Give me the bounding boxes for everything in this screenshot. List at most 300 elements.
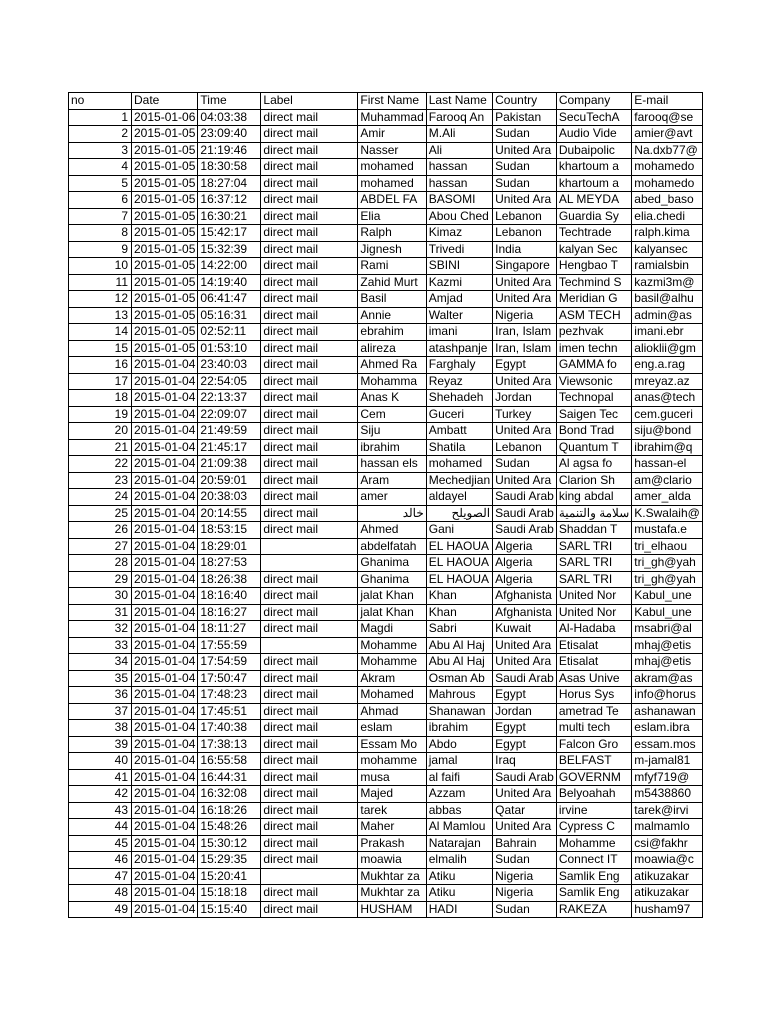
cell-last-name: Trivedi — [426, 241, 492, 258]
cell-country: Afghanista — [493, 604, 557, 621]
cell-label: direct mail — [261, 885, 358, 902]
cell-last-name: Khan — [426, 604, 492, 621]
cell-last-name: Ali — [426, 142, 492, 159]
table-row — [69, 835, 703, 852]
cell-label: direct mail — [261, 340, 358, 357]
cell-time: 18:27:04 — [198, 175, 261, 192]
cell-last-name: Farghaly — [426, 357, 492, 374]
cell-label: direct mail — [261, 720, 358, 737]
cell-no: 37 — [69, 703, 132, 720]
cell-no: 34 — [69, 654, 132, 671]
cell-label — [261, 555, 358, 572]
cell-country: Sudan — [493, 852, 557, 869]
cell-time: 05:16:31 — [198, 307, 261, 324]
cell-label — [261, 637, 358, 654]
cell-company: Technopal — [556, 390, 631, 407]
cell-no: 3 — [69, 142, 132, 159]
cell-date: 2015-01-05 — [132, 324, 198, 341]
cell-time: 18:16:40 — [198, 588, 261, 605]
table-row — [69, 439, 703, 456]
cell-label: direct mail — [261, 291, 358, 308]
cell-time: 15:42:17 — [198, 225, 261, 242]
cell-first-name: Mukhtar za — [358, 868, 426, 885]
cell-last-name: elmalih — [426, 852, 492, 869]
cell-last-name: Natarajan — [426, 835, 492, 852]
header-label: Label — [261, 93, 358, 110]
cell-date: 2015-01-05 — [132, 258, 198, 275]
cell-date: 2015-01-04 — [132, 555, 198, 572]
table-row — [69, 373, 703, 390]
cell-email: abed_baso — [632, 192, 703, 209]
table-row — [69, 225, 703, 242]
cell-time: 16:37:12 — [198, 192, 261, 209]
header-company: Company — [556, 93, 631, 110]
cell-first-name: Mohamma — [358, 373, 426, 390]
cell-last-name: M.Ali — [426, 126, 492, 143]
cell-date: 2015-01-05 — [132, 159, 198, 176]
cell-email: atikuzakar — [632, 868, 703, 885]
cell-label: direct mail — [261, 901, 358, 918]
table-row — [69, 604, 703, 621]
cell-country: United Ara — [493, 142, 557, 159]
cell-last-name: aldayel — [426, 489, 492, 506]
cell-time: 17:55:59 — [198, 637, 261, 654]
cell-last-name: Shehadeh — [426, 390, 492, 407]
cell-label: direct mail — [261, 786, 358, 803]
cell-no: 28 — [69, 555, 132, 572]
cell-no: 23 — [69, 472, 132, 489]
cell-time: 18:16:27 — [198, 604, 261, 621]
cell-country: United Ara — [493, 274, 557, 291]
cell-time: 15:30:12 — [198, 835, 261, 852]
cell-time: 16:32:08 — [198, 786, 261, 803]
cell-first-name: Amir — [358, 126, 426, 143]
cell-no: 20 — [69, 423, 132, 440]
cell-no: 29 — [69, 571, 132, 588]
cell-time: 20:38:03 — [198, 489, 261, 506]
cell-date: 2015-01-04 — [132, 522, 198, 539]
cell-company: Shaddan T — [556, 522, 631, 539]
cell-no: 14 — [69, 324, 132, 341]
cell-country: Lebanon — [493, 225, 557, 242]
cell-email: m-jamal81 — [632, 753, 703, 770]
cell-label: direct mail — [261, 142, 358, 159]
cell-no: 39 — [69, 736, 132, 753]
cell-company: Techtrade — [556, 225, 631, 242]
cell-date: 2015-01-04 — [132, 868, 198, 885]
cell-label: direct mail — [261, 852, 358, 869]
cell-country: Saudi Arab — [493, 522, 557, 539]
cell-date: 2015-01-05 — [132, 274, 198, 291]
cell-company: SecuTechA — [556, 109, 631, 126]
cell-date: 2015-01-04 — [132, 687, 198, 704]
table-row — [69, 720, 703, 737]
cell-label: direct mail — [261, 423, 358, 440]
cell-company: kalyan Sec — [556, 241, 631, 258]
cell-first-name: Maher — [358, 819, 426, 836]
cell-last-name: Al Mamlou — [426, 819, 492, 836]
cell-time: 21:49:59 — [198, 423, 261, 440]
cell-country: Bahrain — [493, 835, 557, 852]
cell-no: 41 — [69, 769, 132, 786]
cell-no: 11 — [69, 274, 132, 291]
cell-time: 14:22:00 — [198, 258, 261, 275]
table-row — [69, 687, 703, 704]
cell-email: Kabul_une — [632, 588, 703, 605]
cell-email: farooq@se — [632, 109, 703, 126]
cell-date: 2015-01-04 — [132, 802, 198, 819]
cell-email: Kabul_une — [632, 604, 703, 621]
table-row — [69, 489, 703, 506]
cell-date: 2015-01-04 — [132, 901, 198, 918]
cell-email: mustafa.e — [632, 522, 703, 539]
cell-no: 8 — [69, 225, 132, 242]
cell-company: Clarion Sh — [556, 472, 631, 489]
cell-country: United Ara — [493, 472, 557, 489]
cell-company: Saigen Tec — [556, 406, 631, 423]
cell-last-name: Mechedjian — [426, 472, 492, 489]
cell-time: 14:19:40 — [198, 274, 261, 291]
cell-first-name: Akram — [358, 670, 426, 687]
cell-no: 44 — [69, 819, 132, 836]
cell-time: 17:50:47 — [198, 670, 261, 687]
table-row — [69, 390, 703, 407]
cell-label: direct mail — [261, 703, 358, 720]
cell-email: tri_elhaou — [632, 538, 703, 555]
cell-email: csi@fakhr — [632, 835, 703, 852]
cell-company: Samlik Eng — [556, 885, 631, 902]
cell-label: direct mail — [261, 604, 358, 621]
cell-email: admin@as — [632, 307, 703, 324]
table-row — [69, 241, 703, 258]
cell-company: SARL TRI — [556, 555, 631, 572]
header-first-name: First Name — [358, 93, 426, 110]
cell-first-name: Magdi — [358, 621, 426, 638]
cell-time: 17:38:13 — [198, 736, 261, 753]
table-row — [69, 522, 703, 539]
cell-no: 35 — [69, 670, 132, 687]
cell-label: direct mail — [261, 819, 358, 836]
cell-label: direct mail — [261, 753, 358, 770]
cell-date: 2015-01-04 — [132, 373, 198, 390]
cell-country: Egypt — [493, 687, 557, 704]
cell-time: 20:14:55 — [198, 505, 261, 522]
cell-company: BELFAST — [556, 753, 631, 770]
cell-email: mhaj@etis — [632, 654, 703, 671]
cell-country: Saudi Arab — [493, 670, 557, 687]
cell-company: Dubaipolic — [556, 142, 631, 159]
cell-label: direct mail — [261, 736, 358, 753]
cell-company: imen techn — [556, 340, 631, 357]
cell-date: 2015-01-04 — [132, 357, 198, 374]
cell-country: Lebanon — [493, 208, 557, 225]
table-row — [69, 472, 703, 489]
cell-first-name: hassan els — [358, 456, 426, 473]
cell-email: amier@avt — [632, 126, 703, 143]
cell-date: 2015-01-04 — [132, 472, 198, 489]
cell-last-name: Kimaz — [426, 225, 492, 242]
cell-country: Saudi Arab — [493, 489, 557, 506]
cell-label: direct mail — [261, 274, 358, 291]
table-row — [69, 555, 703, 572]
cell-no: 21 — [69, 439, 132, 456]
cell-last-name: Abu Al Haj — [426, 654, 492, 671]
cell-company: Bond Trad — [556, 423, 631, 440]
cell-first-name: mohamed — [358, 175, 426, 192]
cell-time: 18:53:15 — [198, 522, 261, 539]
cell-first-name: alireza — [358, 340, 426, 357]
cell-time: 17:54:59 — [198, 654, 261, 671]
cell-date: 2015-01-04 — [132, 786, 198, 803]
table-row — [69, 406, 703, 423]
cell-company: Etisalat — [556, 654, 631, 671]
cell-label: direct mail — [261, 588, 358, 605]
cell-no: 9 — [69, 241, 132, 258]
cell-first-name: Mukhtar za — [358, 885, 426, 902]
cell-last-name: hassan — [426, 175, 492, 192]
cell-company: ametrad Te — [556, 703, 631, 720]
cell-email: elia.chedi — [632, 208, 703, 225]
cell-first-name: eslam — [358, 720, 426, 737]
cell-first-name: ABDEL FA — [358, 192, 426, 209]
cell-time: 16:44:31 — [198, 769, 261, 786]
cell-label: direct mail — [261, 621, 358, 638]
cell-email: alioklii@gm — [632, 340, 703, 357]
cell-email: mohamedo — [632, 175, 703, 192]
cell-no: 13 — [69, 307, 132, 324]
cell-label: direct mail — [261, 307, 358, 324]
cell-country: United Ara — [493, 819, 557, 836]
cell-email: am@clario — [632, 472, 703, 489]
cell-last-name: jamal — [426, 753, 492, 770]
cell-email: kazmi3m@ — [632, 274, 703, 291]
cell-last-name: EL HAOUA — [426, 538, 492, 555]
table-row — [69, 340, 703, 357]
cell-date: 2015-01-05 — [132, 291, 198, 308]
cell-time: 16:18:26 — [198, 802, 261, 819]
cell-first-name: mohamme — [358, 753, 426, 770]
cell-last-name: Gani — [426, 522, 492, 539]
table-row — [69, 307, 703, 324]
table-row — [69, 852, 703, 869]
cell-time: 01:53:10 — [198, 340, 261, 357]
cell-email: mohamedo — [632, 159, 703, 176]
cell-company: Quantum T — [556, 439, 631, 456]
cell-last-name: Reyaz — [426, 373, 492, 390]
cell-time: 18:30:58 — [198, 159, 261, 176]
cell-time: 18:11:27 — [198, 621, 261, 638]
cell-date: 2015-01-04 — [132, 670, 198, 687]
cell-label: direct mail — [261, 769, 358, 786]
cell-no: 26 — [69, 522, 132, 539]
cell-email: mreyaz.az — [632, 373, 703, 390]
cell-company: irvine — [556, 802, 631, 819]
cell-email: hassan-el — [632, 456, 703, 473]
cell-first-name: Ghanima — [358, 571, 426, 588]
cell-time: 21:09:38 — [198, 456, 261, 473]
cell-last-name: ibrahim — [426, 720, 492, 737]
cell-last-name: EL HAOUA — [426, 555, 492, 572]
cell-country: Iraq — [493, 753, 557, 770]
cell-last-name: atashpanje — [426, 340, 492, 357]
table-row — [69, 291, 703, 308]
cell-country: Sudan — [493, 159, 557, 176]
cell-label: direct mail — [261, 175, 358, 192]
cell-country: Turkey — [493, 406, 557, 423]
cell-first-name: Ghanima — [358, 555, 426, 572]
cell-company: GOVERNM — [556, 769, 631, 786]
cell-first-name: Basil — [358, 291, 426, 308]
cell-email: husham97 — [632, 901, 703, 918]
cell-date: 2015-01-05 — [132, 142, 198, 159]
cell-last-name: Sabri — [426, 621, 492, 638]
cell-label: direct mail — [261, 439, 358, 456]
cell-first-name: musa — [358, 769, 426, 786]
cell-time: 16:55:58 — [198, 753, 261, 770]
cell-country: Sudan — [493, 175, 557, 192]
cell-last-name: Guceri — [426, 406, 492, 423]
cell-date: 2015-01-04 — [132, 736, 198, 753]
cell-label: direct mail — [261, 258, 358, 275]
cell-first-name: Ahmad — [358, 703, 426, 720]
cell-first-name: Majed — [358, 786, 426, 803]
cell-company: سلامة والتنمية — [556, 505, 631, 522]
cell-label: direct mail — [261, 406, 358, 423]
cell-label: direct mail — [261, 472, 358, 489]
cell-date: 2015-01-05 — [132, 225, 198, 242]
cell-country: Lebanon — [493, 439, 557, 456]
cell-email: ashanawan — [632, 703, 703, 720]
cell-company: Techmind S — [556, 274, 631, 291]
cell-company: Al-Hadaba — [556, 621, 631, 638]
cell-first-name: خالد — [358, 505, 426, 522]
cell-email: anas@tech — [632, 390, 703, 407]
cell-email: imani.ebr — [632, 324, 703, 341]
cell-no: 46 — [69, 852, 132, 869]
cell-company: GAMMA fo — [556, 357, 631, 374]
cell-time: 16:30:21 — [198, 208, 261, 225]
cell-last-name: mohamed — [426, 456, 492, 473]
cell-no: 1 — [69, 109, 132, 126]
cell-company: khartoum a — [556, 175, 631, 192]
cell-no: 16 — [69, 357, 132, 374]
cell-no: 30 — [69, 588, 132, 605]
cell-company: Hengbao T — [556, 258, 631, 275]
cell-country: Sudan — [493, 901, 557, 918]
cell-country: United Ara — [493, 192, 557, 209]
cell-label: direct mail — [261, 241, 358, 258]
cell-no: 42 — [69, 786, 132, 803]
cell-country: Egypt — [493, 357, 557, 374]
header-email: E-mail — [632, 93, 703, 110]
cell-email: atikuzakar — [632, 885, 703, 902]
cell-date: 2015-01-04 — [132, 489, 198, 506]
cell-time: 23:40:03 — [198, 357, 261, 374]
table-row — [69, 786, 703, 803]
cell-time: 21:45:17 — [198, 439, 261, 456]
cell-time: 17:48:23 — [198, 687, 261, 704]
cell-time: 04:03:38 — [198, 109, 261, 126]
cell-country: Nigeria — [493, 307, 557, 324]
cell-country: Qatar — [493, 802, 557, 819]
cell-time: 22:09:07 — [198, 406, 261, 423]
cell-time: 17:45:51 — [198, 703, 261, 720]
cell-country: Pakistan — [493, 109, 557, 126]
cell-country: Saudi Arab — [493, 505, 557, 522]
cell-first-name: Prakash — [358, 835, 426, 852]
cell-country: Sudan — [493, 126, 557, 143]
cell-label: direct mail — [261, 522, 358, 539]
cell-no: 10 — [69, 258, 132, 275]
cell-time: 23:09:40 — [198, 126, 261, 143]
cell-date: 2015-01-05 — [132, 175, 198, 192]
cell-email: ibrahim@q — [632, 439, 703, 456]
cell-label: direct mail — [261, 373, 358, 390]
table-row — [69, 901, 703, 918]
cell-date: 2015-01-04 — [132, 456, 198, 473]
cell-company: Guardia Sy — [556, 208, 631, 225]
cell-country: Nigeria — [493, 868, 557, 885]
cell-first-name: Siju — [358, 423, 426, 440]
table-row — [69, 736, 703, 753]
table-row — [69, 654, 703, 671]
cell-email: K.Swalaih@ — [632, 505, 703, 522]
table-row — [69, 538, 703, 555]
cell-last-name: Atiku — [426, 868, 492, 885]
cell-date: 2015-01-04 — [132, 720, 198, 737]
header-row — [69, 93, 703, 110]
cell-country: Afghanista — [493, 588, 557, 605]
cell-time: 15:18:18 — [198, 885, 261, 902]
cell-first-name: Anas K — [358, 390, 426, 407]
cell-first-name: Ahmed — [358, 522, 426, 539]
cell-last-name: Kazmi — [426, 274, 492, 291]
cell-last-name: EL HAOUA — [426, 571, 492, 588]
cell-email: msabri@al — [632, 621, 703, 638]
cell-country: Singapore — [493, 258, 557, 275]
cell-label: direct mail — [261, 192, 358, 209]
cell-date: 2015-01-04 — [132, 753, 198, 770]
cell-country: Saudi Arab — [493, 769, 557, 786]
cell-label: direct mail — [261, 835, 358, 852]
cell-date: 2015-01-05 — [132, 241, 198, 258]
table-row — [69, 175, 703, 192]
table-row — [69, 670, 703, 687]
cell-date: 2015-01-04 — [132, 390, 198, 407]
cell-time: 15:29:35 — [198, 852, 261, 869]
cell-time: 18:26:38 — [198, 571, 261, 588]
cell-first-name: Ahmed Ra — [358, 357, 426, 374]
cell-first-name: ebrahim — [358, 324, 426, 341]
cell-no: 18 — [69, 390, 132, 407]
cell-company: khartoum a — [556, 159, 631, 176]
cell-date: 2015-01-04 — [132, 538, 198, 555]
cell-email: moawia@c — [632, 852, 703, 869]
cell-last-name: الصويلح — [426, 505, 492, 522]
cell-label: direct mail — [261, 505, 358, 522]
cell-no: 22 — [69, 456, 132, 473]
cell-label: direct mail — [261, 456, 358, 473]
cell-date: 2015-01-04 — [132, 819, 198, 836]
table-row — [69, 571, 703, 588]
table-row — [69, 588, 703, 605]
cell-label: direct mail — [261, 489, 358, 506]
cell-email: m5438860 — [632, 786, 703, 803]
cell-no: 43 — [69, 802, 132, 819]
table-row — [69, 357, 703, 374]
cell-time: 15:15:40 — [198, 901, 261, 918]
cell-no: 38 — [69, 720, 132, 737]
